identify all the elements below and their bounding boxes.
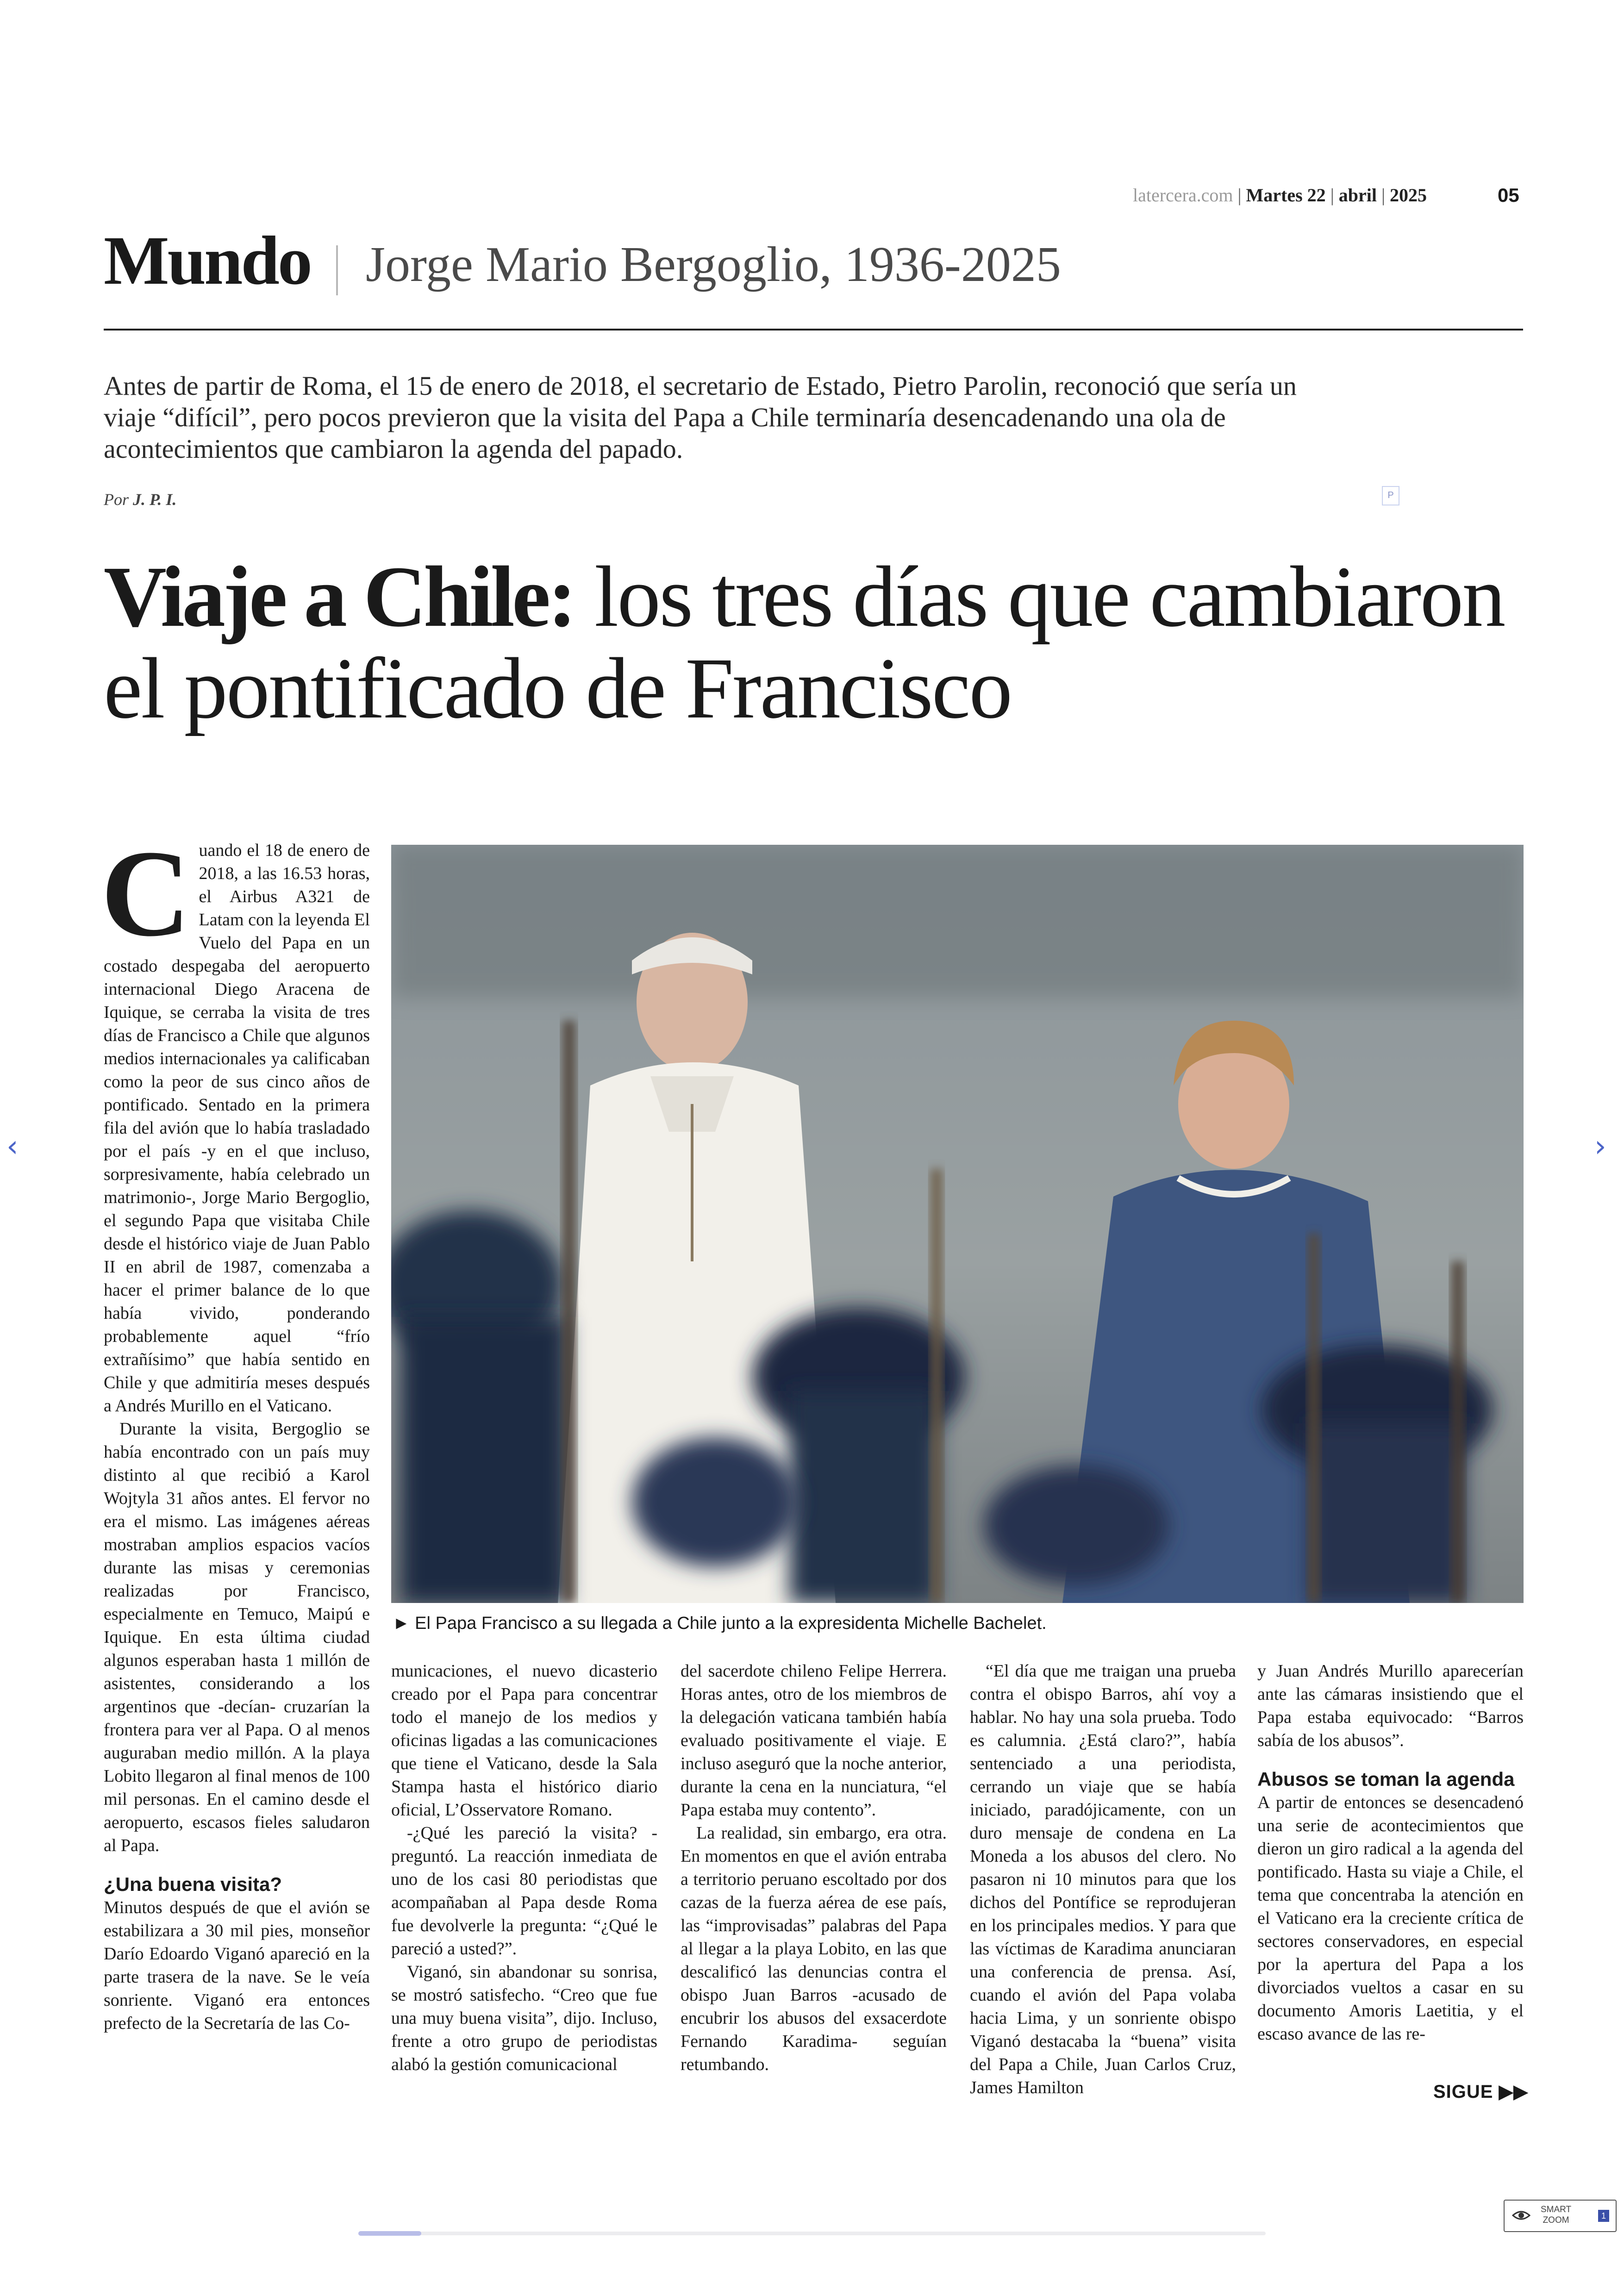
next-page-icon[interactable]: › [1594,1129,1606,1164]
column-5 [1257,1659,1524,2046]
column-2 [391,1659,657,2076]
header-rule [104,329,1523,331]
column-4 [970,1659,1236,2099]
date-year: 2025 [1389,185,1427,206]
smart-zoom-label [1541,2204,1571,2226]
subsection-title: Jorge Mario Bergoglio, 1936-2025 [366,237,1061,292]
zoom-badge: 1 [1598,2210,1609,2222]
smart-zoom-button[interactable] [1504,2200,1617,2232]
paragraph: La realidad, sin embargo, era otra. En momentos en que el avión entraba a territorio peruano escoltado por dos cazas de la fuerza aérea de ese país, las “improvisadas” palabras del Papa al llegar a la playa Lobito, en las que descalificó las denuncias contra el obispo Juan Barros -acusado de encubrir los abusos del exsacerdote Fernando Karadima- seguían retumbando. [681,1823,947,2074]
subheading: Abusos se toman la agenda [1257,1768,1515,1790]
byline-prefix: Por [104,490,129,509]
section-divider [336,245,338,295]
headline-bold: Viaje a Chile: [104,548,574,645]
paragraph: uando el 18 de enero de 2018, a las 16.53 horas, el Airbus A321 de Latam con la leyenda El Vuelo del Papa en un costado despegaba del aeropuerto internacional Diego Aracena de Iquique, se cerraba la visita de tres días de Francisco a Chile que algunos medios internacionales ya calificaban como la peor de sus cinco años de pontificado. Sentado en la primera fila del avión que lo había trasladado por el país -y en el que incluso, sorpresivamente, había celebrado un matrimonio-, Jorge Mario Bergoglio, el segundo Papa que visitaba Chile desde el histórico viaje de Juan Pablo II en abril de 1987, comenzaba a hacer el primer balance de lo que había vivido, ponderando probablemente aquel “frío extrañísimo” que había sentido en Chile y que admitiría meses después a Andrés Murillo en el Vaticano. [104,841,370,1416]
eye-icon [1512,2207,1530,2224]
date-day: Martes 22 [1246,185,1326,206]
photo-caption: ► El Papa Francisco a su llegada a Chile junto a la expresidenta Michelle Bachelet. [393,1614,1047,1633]
byline [104,490,176,509]
article-dek: Antes de partir de Roma, el 15 de enero de 2018, el secretario de Estado, Pietro Parolin, reconoció que sería un viaje “difícil”, pero pocos previeron que la visita del Papa a Chile terminaría desencadenando una ola de acontecimientos que cambiaron la agenda del papado. [104,371,1297,464]
date-month: abril [1338,185,1377,206]
paragraph: del sacerdote chileno Felipe Herrera. Horas antes, otro de los miembros de la delegación vaticana también había evaluado positivamente el viaje. E incluso aseguró que la noche anterior, durante la cena en la nunciatura, “el Papa estaba muy contento”. [681,1661,947,1820]
paragraph: municaciones, el nuevo dicasterio creado por el Papa para concentrar todo el manejo de los medios y oficinas ligadas a las comunicaciones que tiene el Vaticano, desde la Sala Stampa hasta el histórico diario oficial, L’Osservatore Romano. [391,1661,657,1820]
page-number: 05 [1498,184,1519,206]
zoom-label-line1: SMART [1541,2205,1572,2214]
prev-page-icon[interactable]: ‹ [6,1129,19,1164]
subheading: ¿Una buena visita? [104,1873,282,1895]
page-scrollbar[interactable] [358,2232,1266,2235]
photo-illustration [391,845,1524,1603]
masthead-date: latercera.com | Martes 22 | abril | 2025 [1133,185,1427,206]
paragraph: Minutos después de que el avión se estabilizara a 30 mil pies, monseñor Darío Edoardo Viganó apareció en la parte trasera de la nave. Se le veía sonriente. Viganó era entonces prefecto de la Secretaría de las Co- [104,1898,370,2033]
headline [104,548,1530,736]
paragraph: “El día que me traigan una prueba contra el obispo Barros, ahí voy a hablar. No hay una sola prueba. Todo es calumnia. ¿Está claro?”, había sentenciado a una periodista, cerrando un viaje que se había iniciado, paradójicamente, con un duro mensaje de condena en La Moneda a los abusos del clero. No pasaron ni 10 minutos para que los dichos del Pontífice se reprodujeran en los principales medios. Y para que las víctimas de Karadima anunciaran una conferencia de prensa. Así, cuando el avión del Papa volaba hacia Lima, y un sonriente obispo Viganó destacaba la “buena” visita del Papa a Chile, Juan Carlos Cruz, James Hamilton [970,1661,1236,2097]
paragraph: Viganó, sin abandonar su sonrisa, se mostró satisfecho. “Creo que fue una muy buena visita”, dijo. Incluso, frente a otro grupo de periodistas alabó la gestión comunicacional [391,1962,657,2074]
paragraph: A partir de entonces se desencadenó una serie de acontecimientos que dieron un giro radical a la agenda del pontificado. Hasta su viaje a Chile, el tema que concentraba la atención en el Vaticano era la creciente crítica de sectores conservadores, en especial por la apertura del Papa a los divorciados vueltos a casar en su documento Amoris Laetitia, y el escaso avance de las re- [1257,1793,1524,2044]
paragraph: Durante la visita, Bergoglio se había encontrado con un país muy distinto al que recibió a Karol Wojtyla 31 años antes. El fervor no era el mismo. Las imágenes aéreas mostraban amplios espacios vacíos durante las misas y ceremonias realizadas por Francisco, especialmente en Temuco, Maipú e Iquique. En esta última ciudad algunos esperaban hasta 1 millón de asistentes, considerando a los argentinos que -decían- cruzarían la frontera para ver al Papa. O al menos auguraban medio millón. A la playa Lobito llegaron al final menos de 100 mil personas. En el camino desde el aeropuerto, escasos fieles saludaron al Papa. [104,1419,370,1855]
continue-link[interactable]: SIGUE ▶▶ [1433,2082,1529,2102]
paragraph: -¿Qué les pareció la visita? -preguntó. La reacción inmediata de uno de los casi 80 periodistas que acompañaban al Papa desde Roma fue devolverle la pregunta: “¿Qué le pareció a usted?”. [391,1823,657,1958]
column-3 [681,1659,947,2076]
article-photo [391,845,1524,1603]
column-1 [101,824,370,2035]
p-marker-icon[interactable]: P [1382,486,1399,505]
zoom-label-line2: ZOOM [1543,2215,1569,2225]
dropcap: C [101,824,191,962]
section-title: Mundo [104,222,311,299]
scrollbar-thumb[interactable] [358,2231,421,2236]
byline-author: J. P. I. [133,490,177,509]
site-name: latercera.com [1133,185,1233,206]
headline-rest: los tres días que cambiaron el pontificado de Francisco [104,548,1505,736]
paragraph: y Juan Andrés Murillo aparecerían ante las cámaras insistiendo que el Papa estaba equivocado: “Barros sabía de los abusos”. [1257,1661,1524,1750]
